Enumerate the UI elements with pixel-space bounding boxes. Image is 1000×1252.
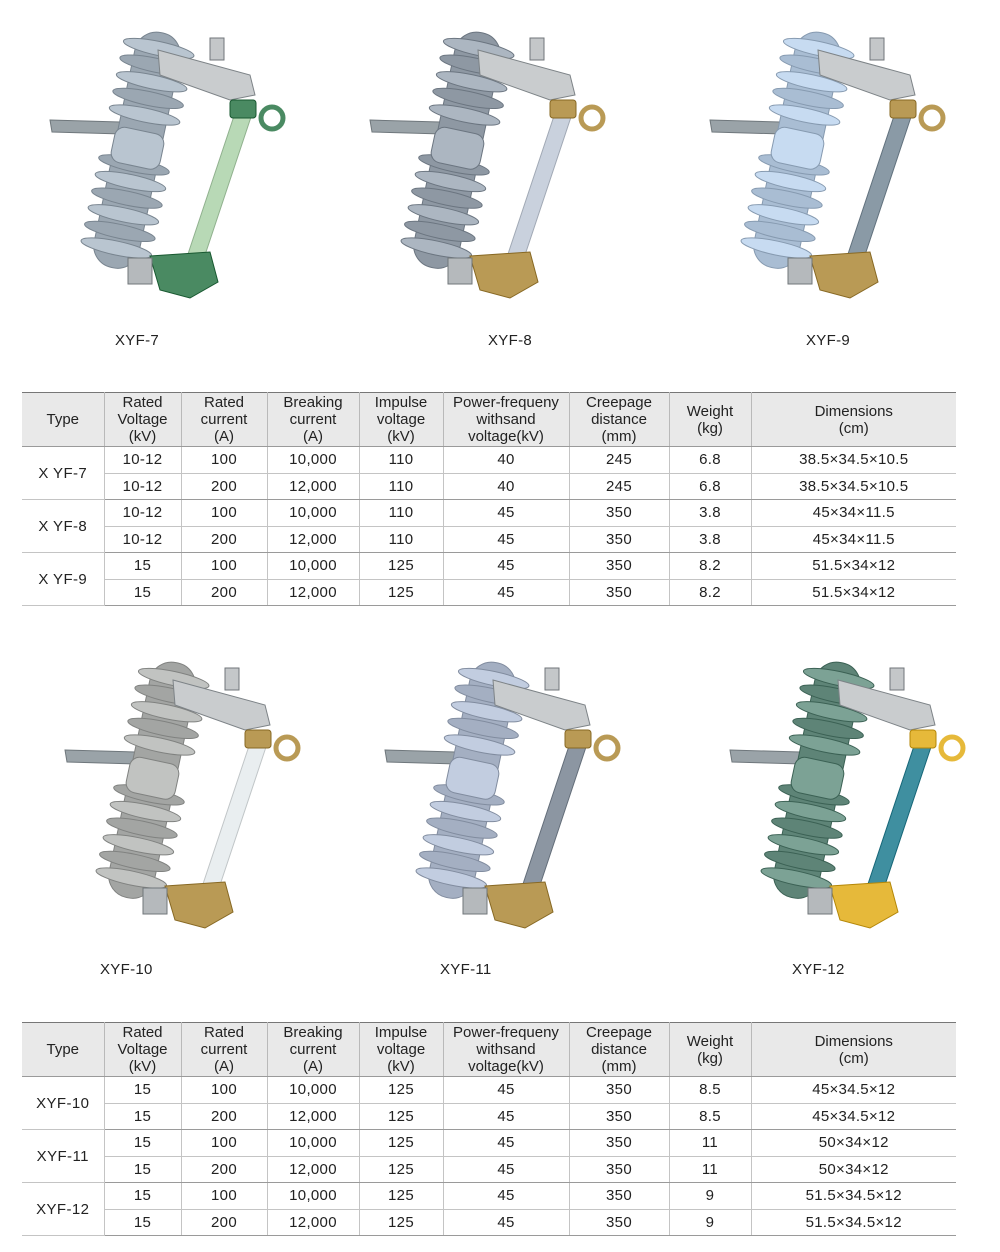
column-header: [267, 393, 359, 447]
column-header-line: current: [289, 411, 337, 428]
column-header-line: Breaking: [283, 1024, 343, 1041]
table-cell: 350: [569, 553, 669, 580]
fuse-tube: [199, 740, 267, 900]
fuse-tube: [504, 110, 572, 270]
table-cell: 200: [181, 579, 267, 606]
product-xyf-11: [375, 650, 655, 940]
column-header-line: Breaking: [283, 394, 343, 411]
table-cell: 51.5×34.5×12: [751, 1183, 956, 1210]
table-cell: 10-12: [104, 447, 181, 474]
table-cell: 6.8: [669, 473, 751, 500]
product-xyf-10: [55, 650, 335, 940]
mounting-arm: [50, 120, 122, 134]
bottom-terminal: [143, 888, 167, 914]
column-header-line: Rated: [122, 394, 163, 411]
table-cell: 40: [443, 473, 569, 500]
table-cell: 245: [569, 447, 669, 474]
table-cell: 350: [569, 1183, 669, 1210]
mounting-arm: [730, 750, 802, 764]
column-header-line: current: [200, 411, 248, 428]
table-cell: 15: [104, 579, 181, 606]
upper-fitting: [230, 100, 256, 118]
table-cell: 100: [181, 500, 267, 527]
table-row: [22, 1130, 956, 1157]
upper-fitting: [910, 730, 936, 748]
column-header-line: Rated: [122, 1024, 163, 1041]
table-cell: 51.5×34×12: [751, 579, 956, 606]
table-cell: 8.2: [669, 553, 751, 580]
table-cell: 3.8: [669, 526, 751, 553]
table-row: [22, 1077, 956, 1104]
caption-xyf-7: XYF-7: [115, 332, 160, 349]
pull-ring: [276, 737, 298, 759]
table-cell: 45×34.5×12: [751, 1103, 956, 1130]
column-header: [569, 393, 669, 447]
table-cell: 125: [359, 579, 443, 606]
table-cell: 110: [359, 500, 443, 527]
table-cell: 200: [181, 526, 267, 553]
caption-xyf-12: XYF-12: [792, 961, 845, 978]
column-header-line: (mm): [601, 1058, 637, 1075]
column-header-line: voltage: [376, 411, 426, 428]
table-row: [22, 500, 956, 527]
column-header-line: Creepage: [586, 1024, 652, 1041]
column-header-line: current: [200, 1041, 248, 1058]
table-cell: 45×34×11.5: [751, 526, 956, 553]
upper-fitting: [565, 730, 591, 748]
top-terminal: [530, 38, 544, 60]
column-header-line: (cm): [838, 419, 869, 437]
column-header-line: Power-frequeny: [453, 1024, 559, 1041]
table-cell: 100: [181, 1077, 267, 1104]
table-cell: 12,000: [267, 526, 359, 553]
pull-ring: [921, 107, 943, 129]
fuse-tube: [184, 110, 252, 270]
table-cell: 12,000: [267, 473, 359, 500]
table-cell: 45: [443, 579, 569, 606]
table-cell: 12,000: [267, 579, 359, 606]
table-cell: 10,000: [267, 500, 359, 527]
top-terminal: [890, 668, 904, 690]
top-terminal: [210, 38, 224, 60]
table-cell: 10,000: [267, 1077, 359, 1104]
table-cell: 110: [359, 526, 443, 553]
table-cell: 15: [104, 1156, 181, 1183]
table-cell: 45: [443, 1183, 569, 1210]
table-cell: 45: [443, 526, 569, 553]
column-header-line: (A): [214, 1058, 234, 1075]
fuse-cutout-xyf-7-image: [40, 20, 340, 310]
column-header-line: Impulse: [374, 394, 428, 411]
table-cell: 8.5: [669, 1077, 751, 1104]
table-cell: 350: [569, 579, 669, 606]
bottom-terminal: [808, 888, 832, 914]
lower-hinge: [165, 882, 233, 928]
column-header-line: (kV): [387, 1058, 415, 1075]
table-cell: 10-12: [104, 500, 181, 527]
column-header-line: Power-frequeny: [453, 394, 559, 411]
table-cell: 45×34.5×12: [751, 1077, 956, 1104]
table-cell: 10-12: [104, 473, 181, 500]
table-cell: 45×34×11.5: [751, 500, 956, 527]
column-header-line: (kg): [697, 1049, 723, 1067]
product-xyf-7: [40, 20, 340, 310]
column-header: [267, 1023, 359, 1077]
table-cell: 350: [569, 1077, 669, 1104]
table-cell: 100: [181, 447, 267, 474]
column-header-line: Weight: [686, 402, 734, 420]
table-cell: 10-12: [104, 526, 181, 553]
bottom-terminal: [128, 258, 152, 284]
column-header-line: Voltage: [117, 411, 168, 428]
table-cell: 100: [181, 1183, 267, 1210]
type-cell: X YF-7: [22, 447, 104, 500]
table-cell: 38.5×34.5×10.5: [751, 473, 956, 500]
table-cell: 45: [443, 1103, 569, 1130]
table-cell: 125: [359, 1209, 443, 1236]
top-terminal: [225, 668, 239, 690]
fuse-tube: [864, 740, 932, 900]
table-cell: 200: [181, 1103, 267, 1130]
column-header-line: (mm): [601, 428, 637, 445]
column-header-line: (kg): [697, 419, 723, 437]
column-header-line: distance: [591, 1041, 647, 1058]
mounting-arm: [385, 750, 457, 764]
column-header: [669, 1023, 751, 1077]
table-cell: 11: [669, 1130, 751, 1157]
table-cell: 45: [443, 1209, 569, 1236]
top-terminal: [545, 668, 559, 690]
column-header: [359, 1023, 443, 1077]
table-cell: 350: [569, 500, 669, 527]
column-header: [751, 1023, 956, 1077]
table-cell: 15: [104, 1183, 181, 1210]
column-header-line: (A): [214, 428, 234, 445]
lower-hinge: [830, 882, 898, 928]
table-cell: 40: [443, 447, 569, 474]
table-cell: 10,000: [267, 1183, 359, 1210]
table-cell: 125: [359, 1130, 443, 1157]
mounting-arm: [65, 750, 137, 764]
lower-hinge: [810, 252, 878, 298]
column-header: [443, 1023, 569, 1077]
table-cell: 10,000: [267, 447, 359, 474]
product-xyf-8: [360, 20, 660, 310]
mounting-arm: [370, 120, 442, 134]
type-cell: XYF-12: [22, 1183, 104, 1236]
table-cell: 15: [104, 1103, 181, 1130]
table-cell: 45: [443, 1156, 569, 1183]
table-cell: 6.8: [669, 447, 751, 474]
column-header-line: Creepage: [586, 394, 652, 411]
spec-table-bottom: [22, 1022, 956, 1236]
pull-ring: [261, 107, 283, 129]
table-cell: 350: [569, 1209, 669, 1236]
table-cell: 125: [359, 553, 443, 580]
table-row: [22, 1103, 956, 1130]
column-header: [569, 1023, 669, 1077]
column-header-line: Type: [46, 411, 80, 428]
column-header: [669, 393, 751, 447]
table-row: [22, 1209, 956, 1236]
table-cell: 110: [359, 473, 443, 500]
column-header-line: Rated: [203, 1024, 245, 1041]
table-row: [22, 579, 956, 606]
lower-hinge: [150, 252, 218, 298]
table-cell: 45: [443, 1130, 569, 1157]
table-cell: 125: [359, 1077, 443, 1104]
table-cell: 9: [669, 1183, 751, 1210]
table-cell: 45: [443, 500, 569, 527]
table-cell: 12,000: [267, 1209, 359, 1236]
top-terminal: [870, 38, 884, 60]
table-cell: 8.5: [669, 1103, 751, 1130]
column-header-line: withsand: [476, 1041, 536, 1058]
fuse-tube: [844, 110, 912, 270]
table-cell: 15: [104, 553, 181, 580]
table-cell: 51.5×34×12: [751, 553, 956, 580]
column-header-line: (A): [303, 1058, 323, 1075]
table-cell: 125: [359, 1103, 443, 1130]
table-cell: 12,000: [267, 1103, 359, 1130]
table-row: [22, 473, 956, 500]
table-cell: 50×34×12: [751, 1156, 956, 1183]
table-cell: 8.2: [669, 579, 751, 606]
fuse-cutout-xyf-12-image: [720, 650, 990, 940]
column-header-line: (kV): [128, 1058, 157, 1075]
column-header-line: Impulse: [374, 1024, 428, 1041]
table-cell: 125: [359, 1183, 443, 1210]
column-header-line: Voltage: [117, 1041, 168, 1058]
caption-xyf-8: XYF-8: [488, 332, 533, 349]
table-cell: 45: [443, 553, 569, 580]
table-cell: 200: [181, 1156, 267, 1183]
fuse-tube: [519, 740, 587, 900]
table-cell: 100: [181, 553, 267, 580]
column-header: [104, 1023, 181, 1077]
upper-fitting: [890, 100, 916, 118]
caption-xyf-9: XYF-9: [806, 332, 851, 349]
column-header-line: current: [289, 1041, 337, 1058]
pull-ring: [581, 107, 603, 129]
caption-xyf-10: XYF-10: [100, 961, 153, 978]
table-cell: 11: [669, 1156, 751, 1183]
table-cell: 51.5×34.5×12: [751, 1209, 956, 1236]
pull-ring: [596, 737, 618, 759]
column-header-line: withsand: [476, 411, 536, 428]
table-cell: 15: [104, 1209, 181, 1236]
column-header-line: (A): [303, 428, 323, 445]
column-header: [443, 393, 569, 447]
product-xyf-9: [700, 20, 990, 310]
table-cell: 350: [569, 1156, 669, 1183]
table-row: [22, 553, 956, 580]
upper-fitting: [550, 100, 576, 118]
type-cell: XYF-10: [22, 1077, 104, 1130]
table-cell: 100: [181, 1130, 267, 1157]
caption-xyf-11: XYF-11: [440, 961, 492, 978]
column-header-line: voltage(kV): [468, 1058, 544, 1075]
column-header: [359, 393, 443, 447]
fuse-cutout-xyf-9-image: [700, 20, 990, 310]
type-cell: XYF-11: [22, 1130, 104, 1183]
table-cell: 125: [359, 1156, 443, 1183]
table-cell: 350: [569, 1103, 669, 1130]
column-header-line: (cm): [838, 1049, 869, 1067]
column-header: [751, 393, 956, 447]
column-header-line: (kV): [387, 428, 415, 445]
column-header-line: voltage: [376, 1041, 426, 1058]
table-cell: 15: [104, 1077, 181, 1104]
product-xyf-12: [720, 650, 990, 940]
column-header: [181, 1023, 267, 1077]
column-header: [22, 1023, 104, 1077]
fuse-cutout-xyf-10-image: [55, 650, 335, 940]
lower-hinge: [470, 252, 538, 298]
table-row: [22, 1183, 956, 1210]
fuse-cutout-xyf-11-image: [375, 650, 655, 940]
pull-ring: [941, 737, 963, 759]
column-header-line: Dimensions: [814, 1032, 893, 1050]
column-header-line: voltage(kV): [468, 428, 544, 445]
column-header: [22, 393, 104, 447]
spec-table-top: [22, 392, 956, 606]
table-cell: 350: [569, 526, 669, 553]
column-header-line: Weight: [686, 1032, 734, 1050]
column-header: [104, 393, 181, 447]
table-cell: 45: [443, 1077, 569, 1104]
type-cell: X YF-9: [22, 553, 104, 606]
table-cell: 110: [359, 447, 443, 474]
column-header-line: distance: [591, 411, 647, 428]
table-cell: 9: [669, 1209, 751, 1236]
table-row: [22, 447, 956, 474]
table-cell: 50×34×12: [751, 1130, 956, 1157]
column-header-line: Dimensions: [814, 402, 893, 420]
table-cell: 12,000: [267, 1156, 359, 1183]
bottom-terminal: [788, 258, 812, 284]
table-cell: 200: [181, 1209, 267, 1236]
table-cell: 3.8: [669, 500, 751, 527]
column-header-line: Rated: [203, 394, 245, 411]
bottom-terminal: [463, 888, 487, 914]
table-row: [22, 1156, 956, 1183]
fuse-cutout-xyf-8-image: [360, 20, 660, 310]
table-cell: 10,000: [267, 553, 359, 580]
bottom-terminal: [448, 258, 472, 284]
column-header-line: Type: [46, 1041, 80, 1058]
upper-fitting: [245, 730, 271, 748]
table-cell: 10,000: [267, 1130, 359, 1157]
mounting-arm: [710, 120, 782, 134]
table-cell: 15: [104, 1130, 181, 1157]
column-header-line: (kV): [128, 428, 157, 445]
table-cell: 200: [181, 473, 267, 500]
table-row: [22, 526, 956, 553]
table-cell: 245: [569, 473, 669, 500]
type-cell: X YF-8: [22, 500, 104, 553]
table-header-row: [22, 1023, 956, 1077]
table-cell: 350: [569, 1130, 669, 1157]
table-cell: 38.5×34.5×10.5: [751, 447, 956, 474]
table-header-row: [22, 393, 956, 447]
lower-hinge: [485, 882, 553, 928]
column-header: [181, 393, 267, 447]
